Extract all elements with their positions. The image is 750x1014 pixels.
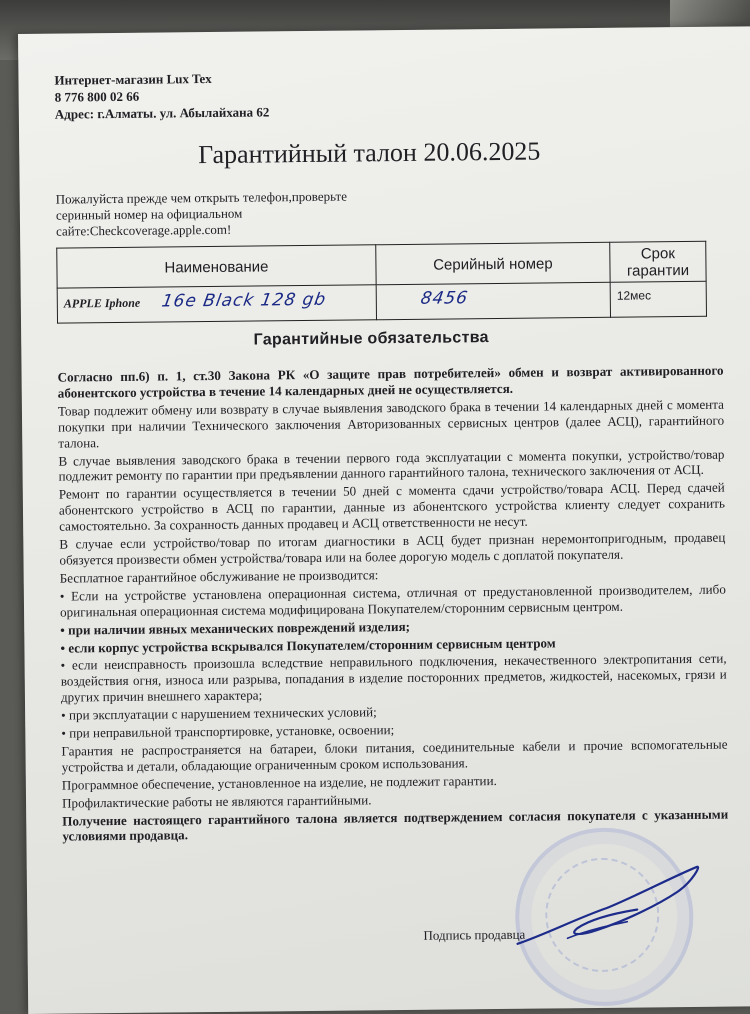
terms-list-item: • Если на устройстве установлена операционная система, отличная от предустановленной производителем, либо оригинальная операционная система модифицирована Покупателем/сторонним сервисным центром. [59,581,726,620]
terms-paragraph: Ремонт по гарантии осуществляется в течении 50 дней с момента сдачи устройство/товара АСЦ. Перед сдачей абонентского устройство в АСЦ по гарантии, данные из абонентского устройства клиенту следует сохранить самостоятельно. За сохранность данных продавец и АСЦ ответственности не несут. [58,479,726,534]
column-header-warranty: Срок гарантии [610,241,706,282]
intro-line: серинный номер на официальном [55,205,243,223]
intro-line: Пожалуйста прежде чем открыть телефон,проверьте [55,188,348,207]
product-model-handwritten: 16e Black 128 gb [160,289,329,312]
product-table [56,241,707,324]
terms-list-item: • если корпус устройства вскрывался Покупателем/сторонним сервисным центром [60,634,556,656]
terms-paragraph: Программное обеспечение, установленное на изделие, не подлежит гарантии. [61,772,497,793]
terms-paragraph: Получение настоящего гарантийного талона является подтверждением согласия покупателя с указанными условиями продавца. [62,806,729,845]
terms-body [58,363,729,847]
warranty-document [18,26,750,1014]
serial-cell [376,282,610,319]
seller-signature-label: Подпись продавца [423,926,526,943]
shop-name: Интернет-магазин Lux Tex [54,70,212,88]
terms-paragraph: Товар подлежит обмену или возврату в случае выявления заводского брака в течении 14 календарных дней с момента покупки при наличии Технического заключения Авторизованных сервисных центров (далее АСЦ), гарантийного талона. [57,396,725,451]
column-header-serial: Серийный номер [376,242,610,284]
terms-paragraph: Согласно пп.6) п. 1, ст.30 Закона РК «О защите прав потребителей» обмен и возврат активированного абонентского устройства в течение 14 календарных дней не осуществляется. [57,362,724,401]
shop-header [54,69,269,122]
terms-list-item: • при неправильной транспортировке, установке, освоении; [61,722,395,741]
terms-paragraph: В случае выявления заводского брака в течении первого года эксплуатации с момента покупки, устройство/товар подлежит ремонту по гарантии при предъявлении данного гарантийного талона, технического заключения от АСЦ. [58,446,725,485]
seller-signature [506,837,707,959]
terms-paragraph: Бесплатное гарантийное обслуживание не производится: [59,567,379,586]
terms-list-item: • если неисправность произошла вследствие неправильного подключения, некачественного электропитания сети, воздействия огня, износа или разрыва, попадания в изделие посторонних предметов, жидкостей, насекомых, грязи и других причин внешнего характера; [60,651,727,705]
terms-list-item: • при наличии явных механических повреждений изделия; [60,618,411,638]
terms-paragraph: Гарантия не распространяется на батареи, блоки питания, соединительные кабели и прочие вспомогательные устройства и детали, обладающие ограниченным сроком использования. [61,736,728,775]
column-header-name: Наименование [57,245,376,288]
shop-address: Адрес: г.Алматы. ул. Абылайхана 62 [54,104,270,122]
terms-list-item: • при эксплуатации с нарушением технических условий; [61,704,377,723]
serial-handwritten: 8456 [419,288,470,309]
intro-line: сайте:Checkcoverage.apple.com! [55,221,232,239]
intro-notice [56,188,386,239]
table-row [57,281,706,323]
product-model-printed: APPLE Iphone [63,295,141,311]
terms-paragraph: Профилактические работы не являются гарантийными. [61,791,372,811]
section-title: Гарантийные обязательства [253,329,489,349]
warranty-cell [610,281,706,317]
terms-paragraph: В случае если устройство/товар по итогам диагностики в АСЦ будет признан неремонтопригодным, продавец обязуется произвести обмен устройства/товара или на более дорогую модель с доплатой покупателя. [59,529,726,568]
document-title: Гарантийный талон 20.06.2025 [198,136,541,170]
warranty-period: 12мес [616,288,652,303]
shop-phone: 8 776 800 02 66 [54,88,140,105]
product-name-cell [57,285,376,323]
table-header-row [57,241,706,288]
